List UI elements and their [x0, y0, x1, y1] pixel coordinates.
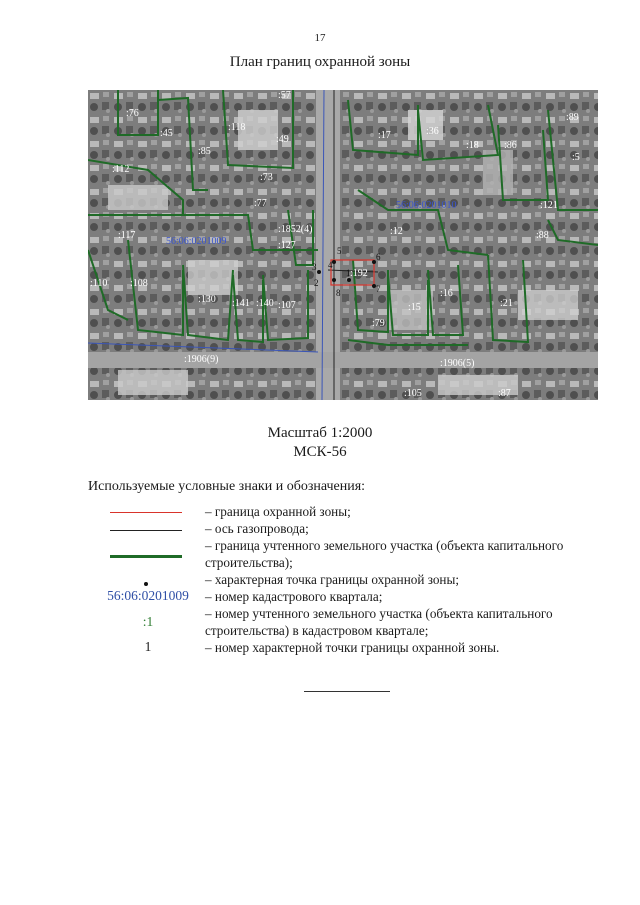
- point-label: 3: [312, 262, 317, 272]
- parcel-number-symbol: :1: [142, 614, 154, 629]
- parcel-label: :117: [118, 230, 136, 241]
- legend-row-zone-boundary: [0, 503, 640, 521]
- parcel-label: :16: [440, 288, 453, 299]
- legend-row-boundary-point: [0, 571, 640, 589]
- gas-axis-line-symbol: [110, 530, 182, 531]
- parcel-label: :1906(9): [184, 354, 219, 365]
- document-title: План границ охранной зоны: [229, 54, 411, 70]
- legend-desc: – ось газопровода;: [205, 521, 309, 536]
- point-label: 1: [346, 268, 351, 278]
- parcel-label: :21: [500, 298, 513, 309]
- parcel-label: :110: [90, 278, 108, 289]
- parcel-label: :45: [160, 128, 173, 139]
- point-label: 2: [314, 278, 319, 288]
- scale-block: [0, 424, 640, 462]
- legend-heading: Используемые условные знаки и обозначения:: [88, 479, 366, 494]
- parcel-label: :107: [278, 300, 296, 311]
- legend-desc: – номер кадастрового квартала;: [205, 589, 383, 604]
- parcel-label: :127: [278, 240, 296, 251]
- parcel-label: :49: [276, 134, 289, 145]
- legend-desc: – номер учтенного земельного участка (объекта капитального строительства) в кадастровом квартале;: [205, 606, 553, 638]
- boundary-point-dot-symbol: [144, 582, 148, 586]
- legend-row-parcel-boundary: [0, 537, 640, 571]
- quarter-label: 56:06:0201009: [166, 236, 227, 247]
- point-label: 7: [376, 284, 381, 294]
- parcel-label: :12: [390, 226, 403, 237]
- parcel-label: :5: [572, 152, 580, 163]
- parcel-label: :77: [254, 198, 267, 209]
- cadastral-map: [88, 90, 598, 400]
- legend-desc: – характерная точка границы охранной зоны;: [205, 572, 460, 587]
- parcel-label: :88: [536, 230, 549, 241]
- page-number: 17: [314, 32, 326, 44]
- legend-row-parcel-number: [0, 605, 640, 639]
- parcel-label: :141: [232, 298, 250, 309]
- parcel-label: :86: [504, 140, 517, 151]
- parcel-label: :73: [260, 172, 273, 183]
- parcel-label: :76: [126, 108, 139, 119]
- legend-row-cadastral-quarter: [0, 588, 640, 606]
- parcel-label: :1906(5): [440, 358, 475, 369]
- parcel-label: :57: [278, 90, 291, 101]
- legend-row-gas-axis: [0, 520, 640, 538]
- parcel-label: :130: [198, 294, 216, 305]
- legend-desc: – граница учтенного земельного участка (объекта капитального строительства);: [205, 538, 564, 570]
- parcel-label: :87: [498, 388, 511, 399]
- legend-desc: – номер характерной точки границы охранной зоны.: [205, 640, 500, 655]
- parcel-label: :36: [426, 126, 439, 137]
- legend-row-point-number: [0, 639, 640, 657]
- zone-boundary-line-symbol: [110, 512, 182, 513]
- cadastral-number-symbol: 56:06:0201009: [107, 588, 189, 603]
- parcel-label: :17: [378, 130, 391, 141]
- parcel-label: :85: [198, 146, 211, 157]
- parcel-label: :118: [228, 122, 246, 133]
- parcel-label: :79: [372, 318, 385, 329]
- parcel-label: :89: [566, 112, 579, 123]
- parcel-boundary-line-symbol: [110, 555, 182, 558]
- parcel-label: :140: [256, 298, 274, 309]
- point-label: 8: [336, 288, 341, 298]
- map-scale: Масштаб 1:2000: [267, 425, 373, 441]
- parcel-label: :105: [404, 388, 422, 399]
- parcel-label: :15: [408, 302, 421, 313]
- parcel-label: :112: [112, 164, 130, 175]
- point-label: 5: [337, 246, 342, 256]
- legend-desc: – граница охранной зоны;: [205, 504, 351, 519]
- parcel-label: :18: [466, 140, 479, 151]
- point-label: 6: [376, 252, 381, 262]
- footer-divider: [304, 691, 390, 692]
- point-label: 4: [328, 260, 333, 270]
- parcel-label: :1852(4): [278, 224, 313, 235]
- quarter-label: 56:06:0201010: [396, 200, 457, 211]
- point-number-symbol: 1: [144, 639, 152, 654]
- parcel-label: :108: [130, 278, 148, 289]
- parcel-label: :121: [540, 200, 558, 211]
- coordinate-system: МСК-56: [293, 444, 347, 460]
- parcel-label: :192: [350, 268, 368, 279]
